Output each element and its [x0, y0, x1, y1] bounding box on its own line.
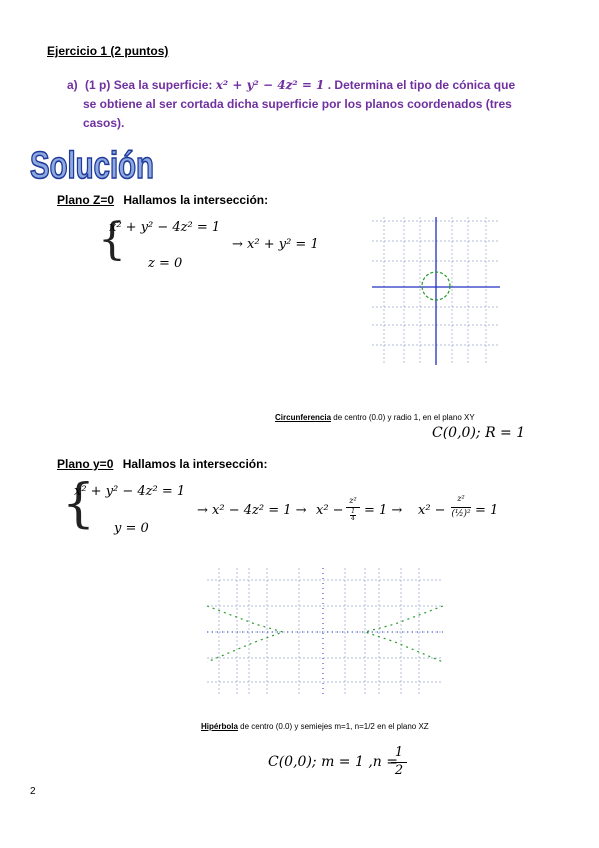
points-label: (1 p)	[85, 78, 111, 92]
question-intro: Sea la superficie:	[113, 78, 213, 92]
question-rest: . Determina el tipo de cónica que	[327, 78, 516, 92]
solution-title	[28, 140, 158, 186]
case2-step3-right: = 1	[475, 503, 499, 518]
circle-plot	[370, 215, 502, 367]
case1-result: → x² + y² = 1	[232, 237, 319, 252]
case1-brace: {	[98, 214, 126, 265]
case2-step2-left: x² −	[316, 503, 344, 518]
case2-step3-left: x² −	[418, 503, 446, 518]
case2-caption-bold: Hipérbola	[201, 722, 238, 731]
case2-frac1-den-den: 4	[351, 515, 355, 522]
case2-brace: {	[62, 474, 96, 534]
hyperbola-right-branch	[365, 606, 443, 662]
case2-n-num: 1	[394, 745, 404, 760]
surface-equation: x² + y² − 4z² = 1	[215, 78, 325, 92]
case2-step1: → x² − 4z² = 1 →	[197, 503, 307, 518]
case1-text: Hallamos la intersección:	[123, 193, 269, 207]
case2-frac2-num: z²	[457, 494, 465, 503]
case2-eq1: x² + y² − 4z² = 1	[74, 484, 186, 499]
case1-center: C(0,0); R = 1	[432, 425, 526, 441]
case1-caption	[275, 413, 475, 422]
case2-text: Hallamos la intersección:	[122, 457, 268, 471]
case1-caption-bold: Circunferencia	[275, 413, 332, 422]
question-line-2: se obtiene al ser cortada dicha superficie por los planos coordenados (tres	[83, 97, 512, 111]
case2-plane: Plano y=0	[57, 457, 114, 471]
case2-frac2-den: (½)²	[451, 509, 471, 519]
case2-frac1-num: z²	[349, 496, 357, 505]
case1-eq1: x² + y² − 4z² = 1	[109, 220, 221, 235]
case2-heading	[57, 457, 267, 471]
case2-step2-right: = 1 →	[364, 503, 403, 518]
question-block	[67, 76, 547, 95]
solution-title-text: Solución	[30, 145, 154, 187]
case2-n-den: 2	[394, 763, 404, 778]
case2-frac2-bar	[451, 507, 471, 508]
exercise-title: Ejercicio 1 (2 puntos)	[47, 44, 169, 58]
hyperbola-plot	[205, 566, 445, 698]
case2-caption-rest: de centro (0.0) y semiejes m=1, n=1/2 en el plano XZ	[237, 722, 429, 731]
page-number: 2	[30, 786, 36, 797]
case2-center: C(0,0); m = 1 ,n =	[268, 754, 398, 770]
hyperbola-left-branch	[207, 606, 283, 662]
case2-frac1-den-num: 1	[351, 508, 355, 515]
case2-caption	[201, 722, 429, 731]
case1-eq2: z = 0	[148, 256, 183, 271]
case1-plane: Plano Z=0	[57, 193, 115, 207]
case2-eq2: y = 0	[114, 521, 149, 536]
case1-heading	[57, 193, 268, 207]
case1-caption-rest: de centro (0.0) y radio 1, en el plano XY	[331, 413, 475, 422]
question-line-3: casos).	[83, 116, 125, 130]
part-label: a)	[67, 78, 78, 92]
